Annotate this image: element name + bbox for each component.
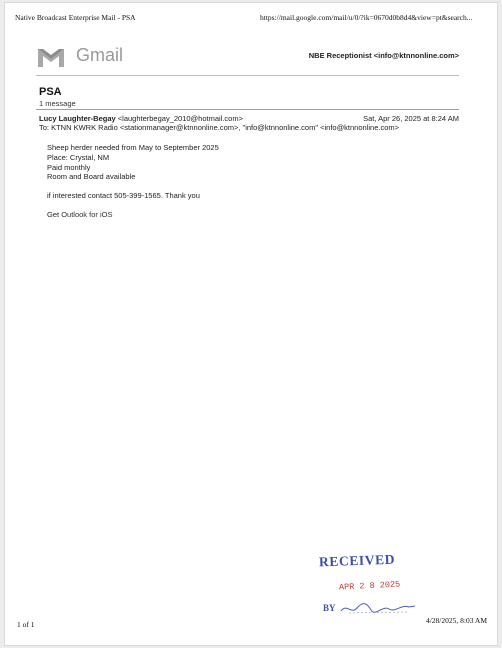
body-line: Paid monthly (47, 162, 91, 172)
print-header-title: Native Broadcast Enterprise Mail - PSA (15, 13, 136, 22)
handwritten-signature (339, 597, 417, 617)
message-body (47, 143, 219, 220)
message-date: Sat, Apr 26, 2025 at 8:24 AM (363, 114, 459, 123)
outlook-ios-link[interactable]: Outlook for iOS (61, 209, 113, 219)
body-line: Room and Board available (47, 172, 136, 182)
stamp-date: APR 2 8 2025 (338, 579, 401, 593)
page-number: 1 of 1 (17, 620, 35, 629)
contact-line: if interested contact 505-399-1565. Thank you (47, 191, 200, 201)
stamp-received-text: RECEIVED (318, 551, 396, 570)
stamp-by-label: BY (323, 603, 336, 613)
sender (39, 114, 243, 123)
printed-page (4, 2, 498, 646)
print-header-url: https://mail.google.com/mail/u/0/?ik=0670d0b8d4&view=pt&search... (260, 13, 473, 22)
body-line: Place: Crystal, NM (47, 152, 110, 162)
received-stamp (315, 551, 425, 621)
signature-prefix: Get (47, 209, 60, 219)
account-label: NBE Receptionist <info@ktnnonline.com> (308, 51, 459, 60)
recipients: To: KTNN KWRK Radio <stationmanager@ktnnonline.com>, "info@ktnnonline.com" <info@ktnnonline.com> (39, 123, 400, 132)
message-count: 1 message (39, 99, 76, 108)
body-line: Sheep herder needed from May to September 2025 (47, 143, 219, 152)
subject-divider (36, 109, 459, 110)
email-signature (47, 210, 219, 220)
gmail-wordmark: Gmail (76, 45, 124, 65)
sender-name: Lucy Laughter-Begay (39, 114, 116, 123)
print-timestamp: 4/28/2025, 8:03 AM (425, 616, 487, 625)
sender-email: <laughterbegay_2010@hotmail.com> (117, 114, 243, 123)
thread-subject: PSA (39, 86, 62, 98)
gmail-icon (36, 45, 66, 69)
header-divider (36, 75, 459, 76)
